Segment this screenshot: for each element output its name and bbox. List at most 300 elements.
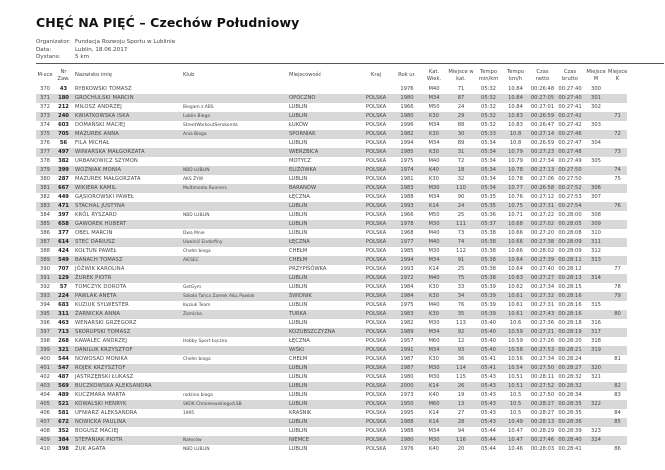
cell-speed: 10.62 bbox=[508, 284, 523, 290]
table-row bbox=[36, 301, 627, 310]
cell-country: POLSKA bbox=[365, 140, 387, 146]
cell-birth-year: 1993 bbox=[393, 202, 421, 211]
cell-name: KWIATKOWSKA ISKA bbox=[73, 112, 181, 121]
cell-gross-time: 00:28:09 bbox=[558, 248, 582, 254]
table-header-row bbox=[36, 66, 627, 85]
cell-country: POLSKA bbox=[359, 436, 393, 445]
cell-city: ŁĘCZNA bbox=[289, 338, 310, 344]
cell-place-women: 76 bbox=[608, 202, 627, 211]
cell-speed: 10.51 bbox=[502, 382, 529, 391]
cell-gross-time: 00:28:32 bbox=[556, 382, 584, 391]
cell-name: MIŁOSZ ANDRZEJ bbox=[75, 104, 122, 110]
cell-category: M60 bbox=[421, 400, 447, 409]
cell-gross-time: 00:27:54 bbox=[556, 202, 584, 211]
cell-place: 409 bbox=[36, 436, 54, 445]
cell-category: M50 bbox=[428, 104, 440, 110]
cell-gross-time: 00:28:35 bbox=[558, 410, 582, 416]
cell-country: POLSKA bbox=[359, 274, 393, 283]
cell-place-men bbox=[584, 265, 608, 274]
cell-place-women: 77 bbox=[614, 266, 621, 272]
cell-club: GetGym bbox=[183, 285, 202, 290]
cell-bib: 321 bbox=[54, 346, 73, 355]
cell-speed: 10.78 bbox=[502, 166, 529, 175]
cell-speed: 10.49 bbox=[502, 418, 529, 427]
cell-category-place: 114 bbox=[447, 364, 475, 373]
table-row bbox=[36, 337, 627, 346]
cell-birth-year: 1980 bbox=[400, 374, 414, 380]
cell-place: 379 bbox=[36, 166, 54, 175]
cell-country: POLSKA bbox=[365, 194, 387, 200]
cell-category-place: 33 bbox=[457, 284, 465, 290]
cell-city: CHEŁM bbox=[289, 248, 308, 254]
cell-place-women: 85 bbox=[608, 418, 627, 427]
cell-name: JÓŹWIK KAROLINA bbox=[75, 266, 125, 272]
cell-net-time: 00:27:52 bbox=[530, 383, 555, 389]
cell-bib: 463 bbox=[58, 320, 69, 326]
cell-bib: 224 bbox=[54, 292, 73, 301]
cell-place-men bbox=[584, 166, 608, 175]
table-row bbox=[36, 229, 627, 238]
cell-city: ŚWIDNIK bbox=[287, 292, 359, 301]
cell-speed: 10.59 bbox=[508, 338, 523, 344]
cell-place: 385 bbox=[36, 220, 54, 229]
cell-gross-time: 00:28:34 bbox=[558, 392, 582, 398]
cell-name: WENARSKI GRZEGORZ bbox=[75, 320, 137, 326]
cell-speed: 10.54 bbox=[502, 364, 529, 373]
cell-club: AIESEC bbox=[181, 256, 287, 265]
cell-club bbox=[181, 157, 287, 166]
cell-category: K30 bbox=[428, 284, 439, 290]
cell-speed: 10.46 bbox=[508, 446, 523, 452]
cell-net-time: 00:27:38 bbox=[530, 239, 555, 245]
cell-bib: 311 bbox=[54, 310, 73, 319]
cell-category: M30 bbox=[428, 320, 440, 326]
cell-category-place: 24 bbox=[457, 104, 465, 110]
cell-category-place: 20 bbox=[457, 446, 465, 452]
cell-name: URBANOWICZ SZYMON bbox=[75, 158, 138, 164]
cell-gross-time: 00:28:16 bbox=[556, 310, 584, 319]
cell-name: GĄSIOROWSKI PAWEŁ bbox=[75, 194, 135, 200]
cell-category: K30 bbox=[428, 176, 439, 182]
cell-speed: 10.47 bbox=[502, 436, 529, 445]
cell-speed: 10.75 bbox=[502, 202, 529, 211]
cell-category-place: 25 bbox=[457, 266, 465, 272]
cell-birth-year: 1976 bbox=[400, 446, 414, 452]
cell-birth-year: 1977 bbox=[393, 238, 421, 247]
cell-category-place: 90 bbox=[457, 194, 465, 200]
cell-country: POLSKA bbox=[365, 356, 387, 362]
cell-net-time: 00:27:13 bbox=[530, 167, 555, 173]
cell-pace: 05:32 bbox=[475, 112, 502, 121]
cell-place-men: 307 bbox=[591, 194, 601, 200]
cell-category: M30 bbox=[421, 436, 447, 445]
cell-place: 406 bbox=[40, 410, 50, 416]
cell-bib: 43 bbox=[59, 86, 68, 92]
meta-label: Organizator: bbox=[36, 39, 71, 45]
cell-birth-year: 1966 bbox=[400, 104, 414, 110]
cell-birth-year: 1982 bbox=[393, 130, 421, 139]
cell-category-place: 30 bbox=[447, 130, 475, 139]
cell-category: M40 bbox=[428, 158, 440, 164]
cell-pace: 05:38 bbox=[481, 230, 496, 236]
cell-pace: 05:43 bbox=[475, 418, 502, 427]
cell-name: RYBKOWSKI TOMASZ bbox=[75, 86, 132, 92]
table-row bbox=[36, 373, 627, 382]
cell-place-men bbox=[584, 391, 608, 400]
cell-country: POLSKA bbox=[365, 284, 387, 290]
cell-name: MAZUREK MAŁGORZATA bbox=[75, 176, 141, 182]
cell-club: Multimedia Runners bbox=[181, 184, 287, 193]
cell-city: LUBLIN bbox=[289, 320, 308, 326]
table-row bbox=[36, 166, 627, 175]
cell-place-women bbox=[608, 103, 627, 112]
cell-net-time: 00:28:02 bbox=[530, 248, 555, 254]
cell-city: TURKA bbox=[287, 310, 359, 319]
cell-pace: 05:32 bbox=[481, 86, 496, 92]
cell-birth-year: 1957 bbox=[400, 338, 414, 344]
cell-category-place: 29 bbox=[447, 112, 475, 121]
cell-category: M34 bbox=[428, 194, 440, 200]
table-row bbox=[36, 112, 627, 121]
cell-bib: 549 bbox=[54, 256, 73, 265]
cell-place: 383 bbox=[36, 202, 54, 211]
cell-net-time: 00:27:34 bbox=[530, 158, 555, 164]
cell-place-women: 80 bbox=[608, 310, 627, 319]
cell-name: WINIARSKA MAŁGORZATA bbox=[73, 148, 181, 157]
cell-club: Biegam z ABS bbox=[183, 105, 214, 110]
cell-net-time: 00:27:31 bbox=[530, 203, 555, 209]
cell-place-men bbox=[584, 445, 608, 454]
cell-net-time: 00:27:39 bbox=[530, 257, 555, 263]
cell-club: Ania Biega bbox=[181, 130, 287, 139]
cell-birth-year: 1991 bbox=[393, 346, 421, 355]
cell-country: POLSKA bbox=[365, 104, 387, 110]
table-row bbox=[36, 292, 627, 301]
cell-place: 390 bbox=[40, 266, 50, 272]
cell-category-place: 35 bbox=[447, 310, 475, 319]
cell-gross-time: 00:27:40 bbox=[558, 86, 582, 92]
cell-speed: 10.84 bbox=[502, 94, 529, 103]
cell-place-men: 323 bbox=[591, 428, 601, 434]
cell-category-place: 73 bbox=[457, 230, 465, 236]
cell-birth-year: 1975 bbox=[400, 158, 414, 164]
cell-gross-time: 00:27:52 bbox=[556, 184, 584, 193]
cell-category-place: 91 bbox=[447, 256, 475, 265]
table-row bbox=[36, 193, 627, 202]
cell-place: 401 bbox=[36, 364, 54, 373]
cell-birth-year: 1996 bbox=[400, 122, 414, 128]
cell-birth-year: 2000 bbox=[393, 382, 421, 391]
cell-place-men: 319 bbox=[584, 346, 608, 355]
cell-category-place: 34 bbox=[447, 292, 475, 301]
cell-club: Chełm biega bbox=[183, 249, 211, 254]
cell-name: GROCHULSKI MARCIN bbox=[73, 94, 181, 103]
cell-speed: 10.59 bbox=[502, 328, 529, 337]
cell-pace: 05:43 bbox=[475, 400, 502, 409]
cell-bib: 658 bbox=[54, 220, 73, 229]
cell-pace: 05:40 bbox=[475, 328, 502, 337]
cell-category-place: 87 bbox=[447, 94, 475, 103]
cell-city: ŁĘCZNA bbox=[289, 194, 310, 200]
cell-speed: 10.56 bbox=[508, 356, 523, 362]
cell-country: POLSKA bbox=[359, 418, 393, 427]
cell-bib: 56 bbox=[59, 140, 68, 146]
cell-category-place: 88 bbox=[457, 122, 465, 128]
cell-country: POLSKA bbox=[359, 166, 393, 175]
cell-city: LUBLIN bbox=[287, 220, 359, 229]
table-row bbox=[36, 148, 627, 157]
cell-speed: 10.64 bbox=[508, 266, 523, 272]
cell-name: KOŁTUN PAWEŁ bbox=[75, 248, 117, 254]
cell-bib: 240 bbox=[54, 112, 73, 121]
cell-category: K30 bbox=[421, 112, 447, 121]
table-row bbox=[36, 121, 627, 130]
cell-bib: 377 bbox=[58, 230, 69, 236]
cell-category: M34 bbox=[421, 94, 447, 103]
cell-pace: 05:39 bbox=[475, 310, 502, 319]
cell-gross-time: 00:27:42 bbox=[556, 112, 584, 121]
cell-place-men: 314 bbox=[584, 274, 608, 283]
cell-speed: 10.71 bbox=[508, 212, 523, 218]
cell-name: BUCZKOWSKA ALEKSANDRA bbox=[73, 382, 181, 391]
cell-bib: 713 bbox=[54, 328, 73, 337]
cell-category: M34 bbox=[421, 328, 447, 337]
cell-club bbox=[181, 418, 287, 427]
cell-city: OPOCZNO bbox=[287, 94, 359, 103]
cell-speed: 10.63 bbox=[502, 274, 529, 283]
table-row bbox=[36, 355, 627, 364]
cell-birth-year: 1950 bbox=[393, 400, 421, 409]
cell-place-men bbox=[584, 175, 608, 184]
cell-gross-time: 00:28:13 bbox=[556, 274, 584, 283]
cell-city: CHEŁM bbox=[289, 356, 308, 362]
meta-value: Lublin, 18.06.2017 bbox=[75, 46, 128, 53]
cell-place: 389 bbox=[36, 256, 54, 265]
cell-gross-time: 00:28:35 bbox=[556, 400, 584, 409]
table-row bbox=[36, 157, 627, 166]
col-header-speed: Tempo km/h bbox=[507, 69, 524, 82]
cell-place-women bbox=[608, 364, 627, 373]
meta-value: Fundacja Rozwoju Sportu w Lublinie bbox=[75, 39, 176, 45]
cell-country: POLSKA bbox=[359, 220, 393, 229]
cell-place: 397 bbox=[36, 328, 54, 337]
cell-pace: 05:39 bbox=[481, 302, 496, 308]
cell-net-time: 00:27:20 bbox=[530, 230, 555, 236]
cell-bib: 547 bbox=[54, 364, 73, 373]
results-table bbox=[36, 66, 627, 454]
cell-speed: 10.66 bbox=[508, 230, 523, 236]
cell-name: NOWICKA PAULINA bbox=[73, 418, 181, 427]
cell-category: M40 bbox=[428, 86, 440, 92]
cell-name: STEĆ DARIUSZ bbox=[73, 238, 181, 247]
cell-name: NOWOSAD MONIKA bbox=[75, 356, 128, 362]
cell-category-place: 27 bbox=[457, 410, 465, 416]
cell-bib: 672 bbox=[54, 418, 73, 427]
cell-place: 376 bbox=[40, 140, 50, 146]
cell-category-place: 92 bbox=[447, 328, 475, 337]
cell-category-place: 112 bbox=[456, 248, 466, 254]
meta-date bbox=[36, 47, 175, 55]
cell-speed: 10.51 bbox=[508, 374, 523, 380]
table-row bbox=[36, 445, 627, 454]
cell-bib: 268 bbox=[58, 338, 69, 344]
cell-club: StreetWorkoutSerokomla bbox=[183, 123, 238, 128]
cell-net-time: 00:27:31 bbox=[530, 302, 555, 308]
cell-club: NBD LUBLIN bbox=[181, 166, 287, 175]
cell-pace: 05:39 bbox=[481, 284, 496, 290]
cell-place-women bbox=[608, 373, 627, 382]
cell-birth-year: 1980 bbox=[393, 94, 421, 103]
meta-label: Dystans: bbox=[36, 54, 61, 61]
cell-place: 387 bbox=[36, 238, 54, 247]
cell-city: LUBLIN bbox=[289, 176, 308, 182]
cell-place-men bbox=[584, 418, 608, 427]
cell-gross-time: 00:27:46 bbox=[556, 130, 584, 139]
cell-name: KUZIUK SYLWESTER bbox=[75, 302, 129, 308]
cell-place: 374 bbox=[40, 122, 50, 128]
table-row bbox=[36, 328, 627, 337]
cell-category-place: 72 bbox=[457, 158, 465, 164]
table-row bbox=[36, 103, 627, 112]
cell-club: Dwa Mnie bbox=[183, 231, 205, 236]
cell-place: 384 bbox=[40, 212, 50, 218]
cell-birth-year: 1968 bbox=[400, 230, 414, 236]
cell-city: KRAŚNIK bbox=[289, 410, 312, 416]
page-title: CHĘĆ NA PIĘĆ – Czechów Południowy bbox=[36, 15, 300, 30]
cell-pace: 05:38 bbox=[481, 248, 496, 254]
cell-category: M34 bbox=[421, 256, 447, 265]
cell-birth-year: 1976 bbox=[400, 86, 414, 92]
cell-place: 377 bbox=[36, 148, 54, 157]
cell-category: K14 bbox=[421, 202, 447, 211]
cell-gross-time: 00:27:47 bbox=[558, 140, 582, 146]
col-header-bib: Nr Zaw. bbox=[57, 69, 70, 82]
cell-speed: 10.83 bbox=[502, 112, 529, 121]
cell-bib: 384 bbox=[54, 436, 73, 445]
cell-speed: 10.6 bbox=[509, 320, 522, 326]
cell-place-women bbox=[608, 220, 627, 229]
col-header-category: Kat. Wiek. bbox=[426, 69, 442, 82]
cell-name: BANACH TOMASZ bbox=[73, 256, 181, 265]
cell-country: POLSKA bbox=[365, 248, 387, 254]
cell-bib: 544 bbox=[58, 356, 69, 362]
cell-speed: 10.47 bbox=[508, 428, 523, 434]
table-row bbox=[36, 85, 627, 94]
meta-value: 5 km bbox=[75, 54, 90, 61]
cell-gross-time: 00:27:42 bbox=[558, 122, 582, 128]
cell-club: NBD LUBLIN bbox=[183, 213, 210, 218]
cell-category-place: 31 bbox=[447, 148, 475, 157]
cell-category: K40 bbox=[421, 166, 447, 175]
cell-place-men: 313 bbox=[584, 256, 608, 265]
cell-city: SPORNIAK bbox=[287, 130, 359, 139]
cell-club bbox=[181, 427, 287, 436]
cell-gross-time: 00:27:50 bbox=[556, 166, 584, 175]
cell-speed: 10.76 bbox=[508, 194, 523, 200]
cell-place: 403 bbox=[36, 382, 54, 391]
cell-place-women: 81 bbox=[614, 356, 621, 362]
cell-pace: 05:43 bbox=[475, 382, 502, 391]
cell-pace: 05:41 bbox=[475, 364, 502, 373]
cell-name: UFNIARZ ALEKSANDRA bbox=[75, 410, 138, 416]
cell-place: 402 bbox=[40, 374, 50, 380]
cell-category-place: 19 bbox=[457, 392, 465, 398]
cell-net-time: 00:27:05 bbox=[530, 95, 555, 101]
cell-place-men bbox=[584, 202, 608, 211]
cell-club bbox=[181, 382, 287, 391]
table-row bbox=[36, 364, 627, 373]
cell-pace: 05:37 bbox=[475, 220, 502, 229]
cell-net-time: 00:27:23 bbox=[530, 149, 555, 155]
cell-birth-year: 1985 bbox=[400, 248, 414, 254]
cell-gross-time: 00:28:08 bbox=[558, 230, 582, 236]
cell-place: 373 bbox=[36, 112, 54, 121]
header-divider bbox=[36, 63, 664, 64]
cell-bib: 57 bbox=[59, 284, 68, 290]
cell-birth-year: 1988 bbox=[400, 194, 414, 200]
cell-place-women bbox=[608, 427, 627, 436]
cell-place-men: 304 bbox=[591, 140, 601, 146]
table-row bbox=[36, 247, 627, 256]
cell-place-men: 303 bbox=[591, 122, 601, 128]
cell-pace: 05:34 bbox=[481, 176, 496, 182]
cell-pace: 05:32 bbox=[475, 94, 502, 103]
cell-club: Hobby Sport Łęczna bbox=[183, 339, 228, 344]
cell-birth-year: 1966 bbox=[400, 212, 414, 218]
cell-pace: 05:43 bbox=[481, 374, 496, 380]
cell-place-men bbox=[584, 112, 608, 121]
cell-place-women bbox=[608, 328, 627, 337]
cell-gross-time: 00:28:32 bbox=[558, 374, 582, 380]
cell-club: Lublin Biega bbox=[181, 112, 287, 121]
table-row bbox=[36, 346, 627, 355]
cell-pace: 05:34 bbox=[475, 166, 502, 175]
cell-country: POLSKA bbox=[359, 94, 393, 103]
cell-club: 1995 bbox=[183, 411, 195, 416]
cell-place-women bbox=[608, 436, 627, 445]
cell-place-men: 320 bbox=[584, 364, 608, 373]
cell-net-time: 00:26:58 bbox=[530, 185, 555, 191]
cell-place-men bbox=[584, 355, 608, 364]
cell-name: KUCZMARA MARTA bbox=[75, 392, 126, 398]
cell-place-women bbox=[608, 121, 627, 130]
cell-place-women bbox=[608, 301, 627, 310]
table-row bbox=[36, 319, 627, 328]
table-row bbox=[36, 94, 627, 103]
cell-country: POLSKA bbox=[359, 292, 393, 301]
cell-place-women: 84 bbox=[614, 410, 621, 416]
cell-birth-year: 1984 bbox=[393, 292, 421, 301]
cell-category-place: 115 bbox=[456, 374, 466, 380]
cell-place: 386 bbox=[40, 230, 50, 236]
cell-city: LUBLIN bbox=[289, 392, 308, 398]
cell-place: 391 bbox=[36, 274, 54, 283]
cell-bib: 569 bbox=[54, 382, 73, 391]
cell-pace: 05:40 bbox=[475, 346, 502, 355]
cell-place-men bbox=[584, 409, 608, 418]
cell-birth-year: 1988 bbox=[400, 428, 414, 434]
cell-place-women bbox=[608, 346, 627, 355]
table-row bbox=[36, 238, 627, 247]
cell-net-time: 00:27:50 bbox=[530, 392, 555, 398]
cell-pace: 05:40 bbox=[481, 320, 496, 326]
cell-speed: 10.61 bbox=[502, 310, 529, 319]
cell-city: LUBLIN bbox=[287, 418, 359, 427]
meta-organizer bbox=[36, 39, 175, 47]
cell-club: Szkoła Tańca Zamek A&L Pawlak bbox=[181, 292, 287, 301]
cell-name: ŻUREK PIOTR bbox=[73, 274, 181, 283]
cell-category: K40 bbox=[428, 392, 439, 398]
